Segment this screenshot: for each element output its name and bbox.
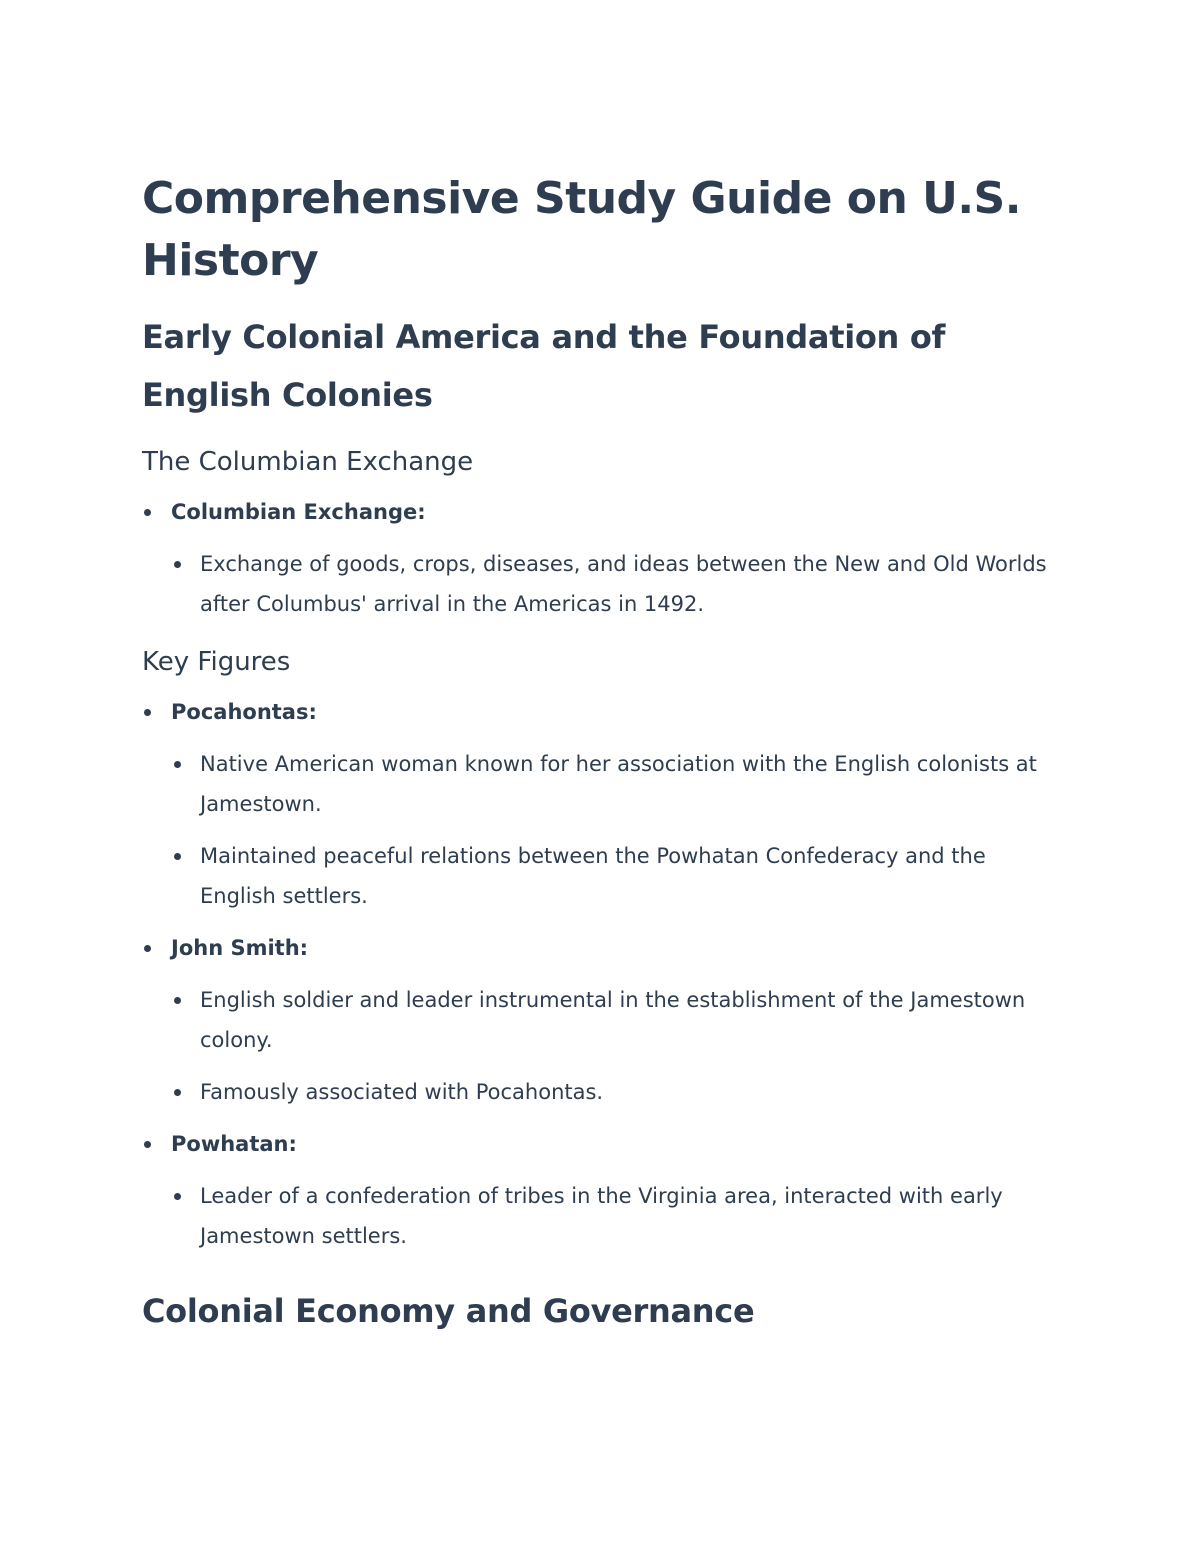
- sub-list: [171, 544, 1062, 624]
- sub-list-item: Maintained peaceful relations between the Powhatan Confederacy and the English settlers.: [171, 836, 1062, 916]
- term-label: Columbian Exchange:: [171, 500, 426, 524]
- term-label: John Smith:: [171, 936, 309, 960]
- document-page: [142, 168, 1062, 1340]
- columbian-exchange-list: [142, 492, 1062, 624]
- page-title: Comprehensive Study Guide on U.S. History: [142, 173, 1021, 286]
- sub-list: [171, 744, 1062, 916]
- sub-list-item: Exchange of goods, crops, diseases, and ideas between the New and Old Worlds after Columbus' arrival in the Americas in 1492.: [171, 544, 1062, 624]
- subsection-heading-columbian-exchange: The Columbian Exchange: [142, 447, 474, 477]
- list-item: [142, 692, 1062, 916]
- list-item: [142, 928, 1062, 1112]
- section-heading-early-colonial-america: Early Colonial America and the Foundation of English Colonies: [142, 318, 946, 414]
- term-label: Pocahontas:: [171, 700, 317, 724]
- sub-list: [171, 1176, 1062, 1256]
- key-figures-list: [142, 692, 1062, 1256]
- term-label: Powhatan:: [171, 1132, 297, 1156]
- list-item: [142, 1124, 1062, 1256]
- list-item: [142, 492, 1062, 624]
- sub-list-item: Leader of a confederation of tribes in the Virginia area, interacted with early Jamestown settlers.: [171, 1176, 1062, 1256]
- sub-list-item: English soldier and leader instrumental in the establishment of the Jamestown colony.: [171, 980, 1062, 1060]
- sub-list: [171, 980, 1062, 1112]
- sub-list-item: Famously associated with Pocahontas.: [171, 1072, 1062, 1112]
- sub-list-item: Native American woman known for her association with the English colonists at Jamestown.: [171, 744, 1062, 824]
- subsection-heading-key-figures: Key Figures: [142, 647, 291, 677]
- section-heading-colonial-economy: Colonial Economy and Governance: [142, 1292, 755, 1330]
